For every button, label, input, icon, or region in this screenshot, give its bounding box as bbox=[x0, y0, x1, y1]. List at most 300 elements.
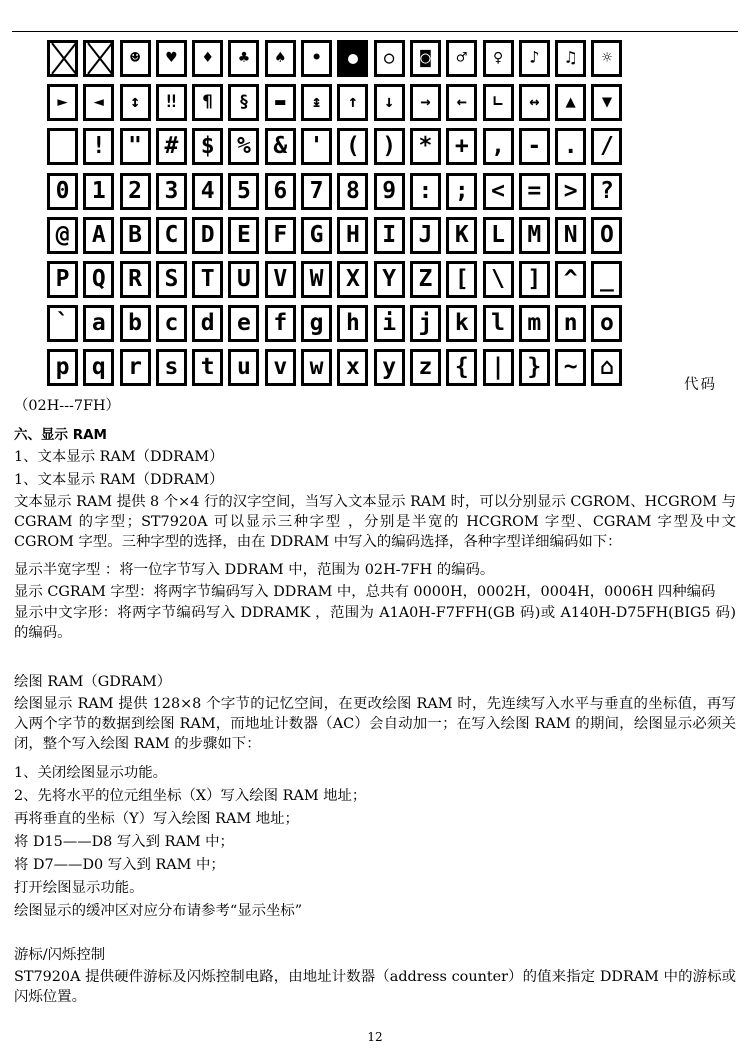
char-glyph: ) bbox=[382, 133, 397, 160]
char-box bbox=[374, 128, 405, 165]
char-glyph: 2 bbox=[128, 177, 143, 204]
char-cell bbox=[517, 346, 553, 390]
char-cell bbox=[444, 258, 480, 302]
char-cell bbox=[335, 125, 371, 169]
char-cell bbox=[263, 214, 299, 258]
char-cell bbox=[408, 170, 444, 214]
char-glyph: ‼ bbox=[166, 92, 177, 113]
char-cell bbox=[517, 258, 553, 302]
char-cell bbox=[226, 81, 262, 125]
char-glyph: | bbox=[491, 354, 505, 381]
gdram-step: 再将垂直的坐标（Y）写入绘图 RAM 地址； bbox=[14, 811, 299, 827]
char-box bbox=[156, 217, 187, 254]
char-box bbox=[83, 173, 114, 210]
char-box bbox=[555, 217, 586, 254]
char-cell bbox=[372, 302, 408, 346]
char-glyph: b bbox=[128, 310, 143, 337]
char-glyph: T bbox=[200, 265, 215, 292]
char-box bbox=[83, 217, 114, 254]
char-cell bbox=[444, 214, 480, 258]
char-box bbox=[47, 217, 78, 254]
char-cell bbox=[589, 258, 625, 302]
char-cell bbox=[81, 346, 117, 390]
char-glyph: ↓ bbox=[384, 92, 395, 113]
char-box bbox=[519, 40, 550, 77]
char-box bbox=[156, 305, 187, 342]
char-box bbox=[228, 173, 259, 210]
char-box bbox=[192, 217, 223, 254]
char-box bbox=[47, 128, 78, 165]
char-glyph: 6 bbox=[273, 177, 288, 204]
char-box bbox=[228, 40, 259, 77]
char-cell bbox=[408, 346, 444, 390]
char-cell bbox=[444, 170, 480, 214]
char-glyph: - bbox=[527, 133, 542, 160]
char-box bbox=[374, 84, 405, 121]
char-glyph: " bbox=[128, 133, 143, 160]
char-glyph: ♂ bbox=[456, 48, 467, 68]
char-box bbox=[410, 349, 441, 386]
char-glyph: a bbox=[91, 310, 106, 337]
char-box bbox=[591, 217, 622, 254]
char-glyph: o bbox=[600, 310, 614, 337]
char-glyph: = bbox=[527, 177, 542, 204]
char-box bbox=[374, 261, 405, 298]
char-glyph: ♦ bbox=[202, 48, 213, 68]
char-box bbox=[410, 217, 441, 254]
char-glyph: e bbox=[237, 310, 251, 337]
char-cell bbox=[408, 302, 444, 346]
char-box bbox=[192, 349, 223, 386]
char-box bbox=[192, 173, 223, 210]
char-glyph: ☻ bbox=[129, 48, 141, 68]
char-cell bbox=[589, 170, 625, 214]
char-cell bbox=[226, 214, 262, 258]
char-cell bbox=[81, 170, 117, 214]
char-box bbox=[265, 349, 296, 386]
gdram-step: 打开绘图显示功能。 bbox=[14, 880, 144, 896]
char-cell bbox=[408, 81, 444, 125]
char-cell bbox=[335, 258, 371, 302]
char-glyph: , bbox=[491, 133, 505, 160]
char-cell bbox=[444, 125, 480, 169]
char-cell bbox=[45, 346, 81, 390]
char-box bbox=[374, 305, 405, 342]
gdram-step: 将 D15——D8 写入到 RAM 中； bbox=[14, 834, 234, 850]
char-cell bbox=[45, 37, 81, 81]
char-cell bbox=[226, 302, 262, 346]
char-glyph: & bbox=[273, 133, 288, 160]
char-cell bbox=[372, 346, 408, 390]
char-cell bbox=[444, 302, 480, 346]
char-glyph: P bbox=[55, 265, 70, 292]
char-glyph: w bbox=[309, 354, 324, 381]
char-glyph: 4 bbox=[200, 177, 215, 204]
char-box bbox=[410, 40, 441, 77]
char-box bbox=[47, 305, 78, 342]
char-cell bbox=[335, 170, 371, 214]
char-box bbox=[337, 261, 368, 298]
char-cell bbox=[553, 302, 589, 346]
char-glyph: ► bbox=[57, 92, 68, 113]
char-box bbox=[47, 261, 78, 298]
char-box bbox=[555, 84, 586, 121]
char-box bbox=[83, 128, 114, 165]
char-box bbox=[301, 261, 332, 298]
char-box bbox=[591, 261, 622, 298]
char-cell bbox=[154, 125, 190, 169]
char-box bbox=[228, 84, 259, 121]
char-box bbox=[446, 128, 477, 165]
char-box bbox=[265, 261, 296, 298]
char-glyph: L bbox=[491, 221, 505, 248]
char-glyph: ` bbox=[55, 310, 70, 337]
char-cell bbox=[553, 214, 589, 258]
char-glyph: Y bbox=[382, 265, 397, 292]
char-box bbox=[483, 305, 514, 342]
char-glyph: @ bbox=[55, 221, 70, 248]
char-cell bbox=[553, 37, 589, 81]
char-box bbox=[446, 349, 477, 386]
char-cell bbox=[263, 125, 299, 169]
char-glyph: f bbox=[273, 310, 288, 337]
char-cell bbox=[299, 37, 335, 81]
char-box bbox=[265, 305, 296, 342]
page-number: 12 bbox=[367, 1030, 383, 1044]
char-cell bbox=[335, 81, 371, 125]
char-cell bbox=[517, 37, 553, 81]
char-box bbox=[374, 349, 405, 386]
char-glyph: ▬ bbox=[275, 92, 286, 113]
char-box bbox=[337, 128, 368, 165]
char-cell bbox=[190, 170, 226, 214]
char-glyph: q bbox=[91, 354, 106, 381]
char-glyph: ◄ bbox=[93, 92, 104, 113]
subsection-line: 1、文本显示 RAM（DDRAM） bbox=[14, 472, 224, 488]
char-cell bbox=[444, 81, 480, 125]
char-cell bbox=[81, 37, 117, 81]
char-box bbox=[47, 40, 78, 77]
char-box bbox=[47, 349, 78, 386]
char-glyph: > bbox=[563, 177, 578, 204]
char-box bbox=[265, 173, 296, 210]
char-box bbox=[265, 40, 296, 77]
char-glyph: 0 bbox=[55, 177, 70, 204]
subsection-line: 1、文本显示 RAM（DDRAM） bbox=[14, 449, 224, 465]
char-glyph: D bbox=[200, 221, 215, 248]
char-cell bbox=[408, 258, 444, 302]
char-box bbox=[337, 40, 368, 77]
char-box bbox=[228, 349, 259, 386]
char-glyph: g bbox=[309, 310, 324, 337]
char-cell bbox=[118, 81, 154, 125]
char-cell bbox=[263, 346, 299, 390]
char-box bbox=[410, 84, 441, 121]
char-glyph: ↨ bbox=[311, 92, 322, 113]
gdram-step: 1、关闭绘图显示功能。 bbox=[14, 765, 168, 781]
char-cell bbox=[517, 214, 553, 258]
char-glyph: . bbox=[563, 133, 578, 160]
char-glyph: 1 bbox=[91, 177, 106, 204]
char-cell bbox=[299, 302, 335, 346]
char-cell bbox=[589, 81, 625, 125]
char-glyph: # bbox=[164, 133, 179, 160]
char-box bbox=[483, 84, 514, 121]
char-cell bbox=[226, 125, 262, 169]
char-cell bbox=[335, 346, 371, 390]
char-box bbox=[337, 84, 368, 121]
char-cell bbox=[154, 170, 190, 214]
char-box bbox=[301, 217, 332, 254]
char-glyph: E bbox=[237, 221, 251, 248]
char-box bbox=[519, 349, 550, 386]
char-cell bbox=[372, 81, 408, 125]
char-cell bbox=[589, 346, 625, 390]
char-glyph: ♠ bbox=[275, 48, 286, 68]
char-glyph: { bbox=[454, 354, 469, 381]
char-glyph: K bbox=[454, 221, 469, 248]
char-glyph: ← bbox=[456, 92, 467, 113]
char-glyph: ! bbox=[91, 133, 106, 160]
char-cell bbox=[444, 37, 480, 81]
char-box bbox=[83, 84, 114, 121]
char-box bbox=[337, 349, 368, 386]
char-box bbox=[192, 84, 223, 121]
char-glyph: ¶ bbox=[202, 92, 213, 113]
char-glyph: r bbox=[128, 354, 143, 381]
char-box bbox=[555, 305, 586, 342]
char-box bbox=[156, 40, 187, 77]
char-box bbox=[483, 349, 514, 386]
char-glyph: ◙ bbox=[420, 48, 431, 68]
char-glyph: 3 bbox=[164, 177, 179, 204]
char-cell bbox=[553, 170, 589, 214]
char-cell bbox=[154, 214, 190, 258]
char-box bbox=[120, 173, 151, 210]
char-box bbox=[410, 261, 441, 298]
char-cell bbox=[372, 170, 408, 214]
char-glyph: \ bbox=[491, 265, 505, 292]
char-cell bbox=[118, 302, 154, 346]
char-box bbox=[228, 128, 259, 165]
char-box bbox=[265, 217, 296, 254]
char-glyph: p bbox=[55, 354, 70, 381]
char-glyph: Z bbox=[418, 265, 433, 292]
char-glyph: * bbox=[418, 133, 433, 160]
char-glyph: ∟ bbox=[492, 92, 504, 113]
chinese-font-paragraph: 显示中文字形：将两字节编码写入 DDRAMK ，范围为 A1A0H-F7FFH(GB 码)或 A140H-D75FH(BIG5 码) 的编码。 bbox=[14, 605, 736, 642]
char-glyph: → bbox=[420, 92, 431, 113]
char-cell bbox=[154, 37, 190, 81]
char-cell bbox=[481, 125, 517, 169]
char-cell bbox=[263, 302, 299, 346]
char-glyph: z bbox=[418, 354, 433, 381]
char-cell bbox=[154, 346, 190, 390]
char-box bbox=[410, 128, 441, 165]
char-cell bbox=[263, 81, 299, 125]
char-cell bbox=[372, 214, 408, 258]
table-caption: 代码 bbox=[684, 377, 717, 393]
char-cell bbox=[118, 37, 154, 81]
char-cell bbox=[299, 125, 335, 169]
char-cell bbox=[481, 258, 517, 302]
char-box bbox=[228, 305, 259, 342]
char-glyph: n bbox=[563, 310, 578, 337]
char-glyph: F bbox=[273, 221, 288, 248]
char-cell bbox=[589, 125, 625, 169]
char-cell bbox=[45, 81, 81, 125]
char-cell bbox=[45, 302, 81, 346]
char-glyph: § bbox=[238, 92, 250, 113]
char-box bbox=[192, 305, 223, 342]
char-glyph: s bbox=[164, 354, 179, 381]
char-glyph: A bbox=[91, 221, 106, 248]
char-glyph: ↕ bbox=[129, 92, 141, 113]
char-box bbox=[156, 349, 187, 386]
char-box bbox=[192, 40, 223, 77]
char-box bbox=[483, 173, 514, 210]
char-box bbox=[337, 173, 368, 210]
char-glyph: C bbox=[164, 221, 179, 248]
char-box bbox=[47, 84, 78, 121]
char-cell bbox=[408, 125, 444, 169]
char-glyph: 8 bbox=[345, 177, 360, 204]
char-box bbox=[519, 84, 550, 121]
char-cell bbox=[408, 214, 444, 258]
char-box bbox=[120, 349, 151, 386]
char-glyph: } bbox=[527, 354, 542, 381]
char-glyph: / bbox=[600, 133, 614, 160]
char-box bbox=[446, 217, 477, 254]
char-box bbox=[156, 84, 187, 121]
char-box bbox=[483, 217, 514, 254]
char-cell bbox=[81, 302, 117, 346]
char-box bbox=[555, 128, 586, 165]
char-glyph: ♪ bbox=[529, 48, 540, 68]
char-box bbox=[483, 40, 514, 77]
char-cell bbox=[190, 125, 226, 169]
char-box bbox=[483, 261, 514, 298]
char-box bbox=[301, 84, 332, 121]
char-glyph: S bbox=[164, 265, 179, 292]
inverse-bullet-icon bbox=[348, 54, 358, 64]
char-cell bbox=[226, 37, 262, 81]
char-cell bbox=[408, 37, 444, 81]
char-glyph: N bbox=[563, 221, 578, 248]
char-box bbox=[555, 261, 586, 298]
char-glyph: I bbox=[382, 221, 397, 248]
char-box bbox=[410, 305, 441, 342]
gdram-step: 2、先将水平的位元组坐标（X）写入绘图 RAM 地址； bbox=[14, 788, 367, 804]
gdram-step: 绘图显示的缓冲区对应分布请参考“显示坐标” bbox=[14, 903, 303, 919]
char-glyph: u bbox=[237, 354, 251, 381]
char-glyph: V bbox=[273, 265, 288, 292]
char-box bbox=[228, 217, 259, 254]
char-cell bbox=[372, 125, 408, 169]
char-cell bbox=[118, 214, 154, 258]
char-glyph: ] bbox=[527, 265, 542, 292]
char-glyph: l bbox=[491, 310, 505, 337]
char-cell bbox=[553, 258, 589, 302]
char-box bbox=[83, 40, 114, 77]
char-glyph: _ bbox=[600, 265, 614, 292]
char-box bbox=[374, 40, 405, 77]
char-glyph: ♥ bbox=[166, 48, 177, 68]
char-glyph: ☼ bbox=[601, 48, 613, 68]
char-box bbox=[410, 173, 441, 210]
char-glyph: R bbox=[128, 265, 143, 292]
gdram-paragraph: 绘图显示 RAM 提供 128×8 个字节的记忆空间，在更改绘图 RAM 时，先连续写入水平与垂直的坐标值，再写入两个字节的数据到绘图 RAM，而地址计数器（AC）会自动加一；在写入绘图 RAM 的期间，绘图显示必须关闭，整个写入绘图 RAM 的步骤如下： bbox=[14, 696, 736, 753]
char-box bbox=[301, 40, 332, 77]
char-cell bbox=[154, 81, 190, 125]
char-glyph: ^ bbox=[563, 265, 578, 292]
char-box bbox=[591, 40, 622, 77]
char-glyph: x bbox=[345, 354, 360, 381]
char-glyph: ↔ bbox=[529, 92, 540, 113]
char-cell bbox=[45, 258, 81, 302]
char-glyph: ; bbox=[454, 177, 469, 204]
char-cell bbox=[589, 37, 625, 81]
char-box bbox=[120, 128, 151, 165]
char-glyph: X bbox=[345, 265, 360, 292]
char-glyph: i bbox=[382, 310, 397, 337]
char-cell bbox=[335, 302, 371, 346]
char-glyph: ↑ bbox=[347, 92, 358, 113]
section-heading: 六、显示 RAM bbox=[14, 427, 107, 443]
char-box bbox=[591, 173, 622, 210]
char-glyph: B bbox=[128, 221, 143, 248]
char-box bbox=[555, 349, 586, 386]
char-cell bbox=[481, 346, 517, 390]
char-glyph: ~ bbox=[563, 354, 578, 381]
char-box bbox=[591, 349, 622, 386]
char-glyph: U bbox=[237, 265, 251, 292]
char-cell bbox=[481, 170, 517, 214]
char-box bbox=[120, 40, 151, 77]
char-box bbox=[83, 305, 114, 342]
char-box bbox=[519, 217, 550, 254]
char-cell bbox=[335, 37, 371, 81]
char-box bbox=[265, 84, 296, 121]
char-cell bbox=[589, 214, 625, 258]
char-box bbox=[301, 349, 332, 386]
char-cell bbox=[481, 214, 517, 258]
char-box bbox=[156, 173, 187, 210]
ddram-paragraph: 文本显示 RAM 提供 8 个×4 行的汉字空间，当写入文本显示 RAM 时，可以分别显示 CGROM、HCGROM 与 CGRAM 的字型；ST7920A 可以显示三种字型 ，分别是半宽的 HCGROM 字型、CGRAM 字型及中文 CGROM 字型。三种字型的选择，由在 DDRAM 中写入的编码选择，各种字型详细编码如下： bbox=[14, 494, 736, 551]
char-box bbox=[192, 261, 223, 298]
char-cell bbox=[190, 37, 226, 81]
char-box bbox=[374, 217, 405, 254]
char-cell bbox=[154, 302, 190, 346]
char-box bbox=[301, 305, 332, 342]
char-glyph: G bbox=[309, 221, 324, 248]
char-box bbox=[337, 217, 368, 254]
char-glyph: H bbox=[345, 221, 360, 248]
char-glyph: : bbox=[418, 177, 433, 204]
character-code-table bbox=[45, 37, 626, 391]
char-glyph: W bbox=[309, 265, 324, 292]
char-box bbox=[591, 84, 622, 121]
char-box bbox=[519, 305, 550, 342]
char-box bbox=[446, 40, 477, 77]
char-glyph: d bbox=[200, 310, 215, 337]
char-glyph: 9 bbox=[382, 177, 397, 204]
char-glyph: h bbox=[345, 310, 360, 337]
char-glyph: + bbox=[454, 133, 469, 160]
char-glyph: ♣ bbox=[238, 48, 250, 68]
char-cell bbox=[481, 37, 517, 81]
char-cell bbox=[226, 170, 262, 214]
